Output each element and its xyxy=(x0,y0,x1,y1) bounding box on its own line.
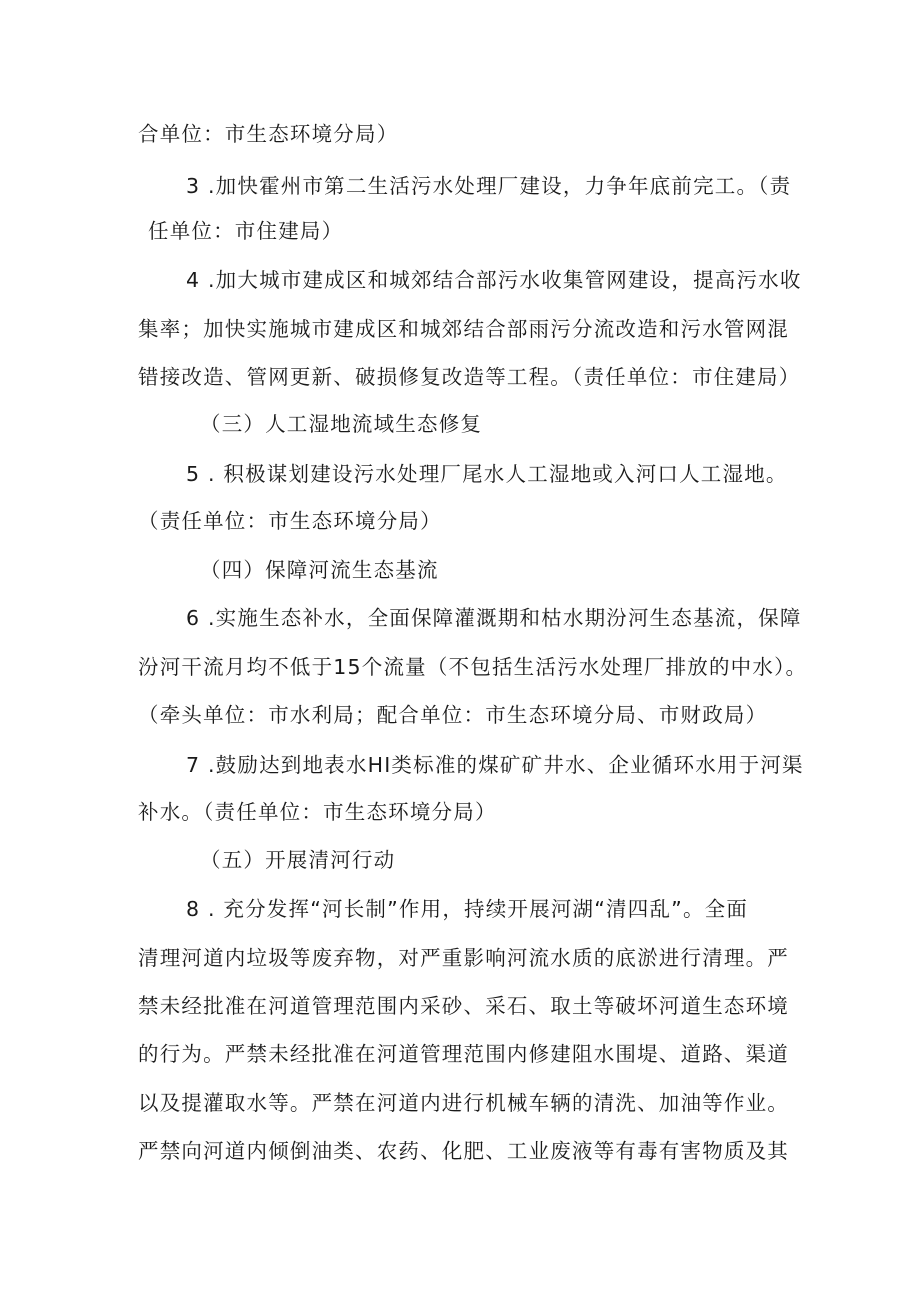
text-line xyxy=(0,501,920,541)
text-content: （牵头单位：市水利局；配合单位：市生态环境分局、市财政局） xyxy=(138,703,768,727)
text-content: 错接改造、管网更新、破损修复改造等工程。（责任单位：市住建局） xyxy=(138,365,801,389)
text-content: 集率；加快实施城市建成区和城郊结合部雨污分流改造和污水管网混 xyxy=(138,317,789,341)
text-content: 禁未经批准在河道管理范围内采砂、采石、取土等破坏河道生态环境 xyxy=(138,994,789,1018)
text-content: 8 . 充分发挥“河长制”作用，持续开展河湖“清四乱”。全面 xyxy=(186,897,749,921)
text-line xyxy=(0,938,920,978)
text-content: 严禁向河道内倾倒油类、农药、化肥、工业废液等有毒有害物质及其 xyxy=(138,1139,789,1163)
section-heading xyxy=(0,550,920,590)
text-content: 汾河干流月均不低于15个流量（不包括生活污水处理厂排放的中水）。 xyxy=(138,655,808,679)
text-content: 7 .鼓励达到地表水HI类标准的煤矿矿井水、企业循环水用于河渠 xyxy=(186,753,804,777)
text-content: 以及提灌取水等。严禁在河道内进行机械车辆的清洗、加油等作业。 xyxy=(138,1091,789,1115)
text-line xyxy=(0,309,920,349)
text-line xyxy=(0,792,920,832)
text-line xyxy=(0,598,920,638)
text-content: 合单位：市生态环境分局） xyxy=(138,122,399,146)
text-content: 任单位：市住建局） xyxy=(148,219,344,243)
text-content: （责任单位：市生态环境分局） xyxy=(138,509,442,533)
text-content: 清理河道内垃圾等废弃物，对严重影响河流水质的底淤进行清理。严 xyxy=(138,946,789,970)
section-heading xyxy=(0,404,920,444)
text-content: （四）保障河流生态基流 xyxy=(200,558,439,582)
text-content: （五）开展清河行动 xyxy=(200,848,396,872)
text-content: 补水。（责任单位：市生态环境分局） xyxy=(138,800,497,824)
text-line xyxy=(0,1131,920,1171)
text-line xyxy=(0,114,920,154)
text-content: 3 .加快霍州市第二生活污水处理厂建设，力争年底前完工。（责 xyxy=(186,174,792,198)
text-line xyxy=(0,260,920,300)
text-line xyxy=(0,1034,920,1074)
text-line xyxy=(0,1083,920,1123)
text-line xyxy=(0,647,920,687)
text-line xyxy=(0,211,920,251)
text-line xyxy=(0,889,920,929)
text-content: （三）人工湿地流域生态修复 xyxy=(200,412,483,436)
text-line xyxy=(0,745,920,785)
text-line xyxy=(0,695,920,735)
text-line xyxy=(0,357,920,397)
text-content: 6 .实施生态补水，全面保障灌溉期和枯水期汾河生态基流，保障 xyxy=(186,606,802,630)
text-content: 5 . 积极谋划建设污水处理厂尾水人工湿地或入河口人工湿地。 xyxy=(186,462,788,486)
text-line xyxy=(0,454,920,494)
text-line xyxy=(0,986,920,1026)
text-line xyxy=(0,166,920,206)
section-heading xyxy=(0,840,920,880)
text-content: 的行为。严禁未经批准在河道管理范围内修建阻水围堤、道路、渠道 xyxy=(138,1042,789,1066)
text-content: 4 .加大城市建成区和城郊结合部污水收集管网建设，提高污水收 xyxy=(186,268,802,292)
